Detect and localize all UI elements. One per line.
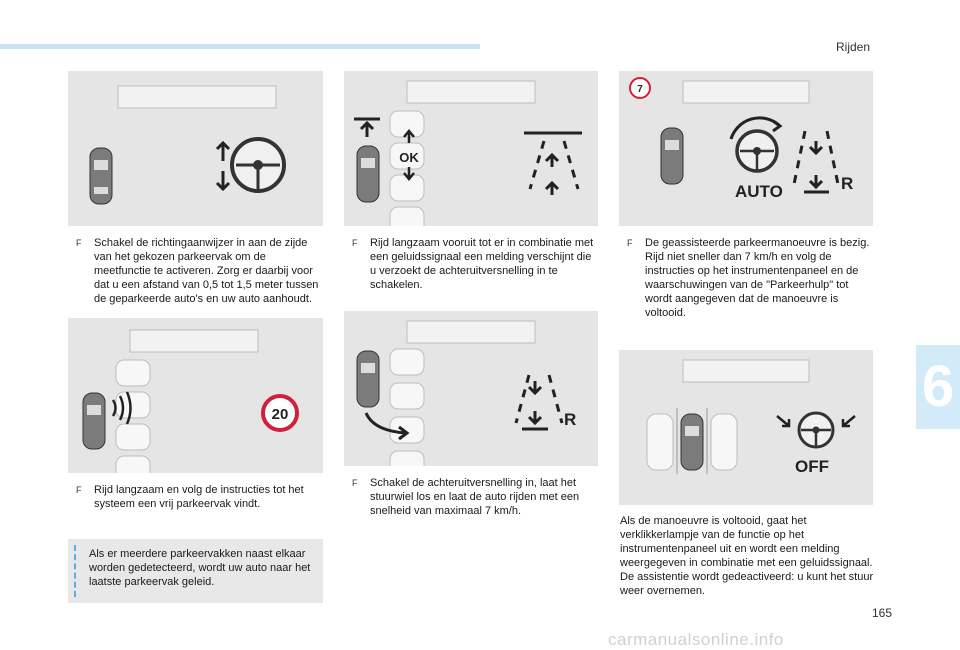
car-icon (357, 351, 379, 407)
bullet-icon: F (352, 238, 358, 248)
step-1-text: Schakel de richtingaanwijzer in aan de zijde van het gekozen parkeervak om de meetfunctie te activeren. Zorg er daarbij voor dat u een afstand van 0,5 tot 1,5 meter tussen de geparkeerde auto's en uw auto aanhoudt. (94, 237, 319, 305)
speed-limit-sign-icon (263, 396, 297, 430)
bullet-icon: F (627, 238, 633, 248)
car-icon (681, 414, 703, 470)
reverse-guide-lines-icon (516, 375, 562, 429)
ok-label: OK (399, 150, 419, 165)
step-4-text: Schakel de achteruitversnelling in, laat het stuurwiel los en laat de auto rijden met een snelheid van maximaal 7 km/h. (370, 477, 580, 517)
auto-label: AUTO (735, 182, 783, 201)
callout-number: 7 (637, 84, 643, 95)
step-5-text: De geassisteerde parkeermanoeuvre is bezig. (645, 237, 870, 249)
page-number: 165 (872, 606, 893, 620)
steering-wheel-icon (799, 413, 833, 447)
illustration-maneuver-complete (619, 350, 873, 505)
parking-guide-lines-icon (524, 133, 582, 195)
illustration-assisted-maneuver (619, 71, 873, 226)
car-icon (661, 128, 683, 184)
bullet-icon: F (76, 485, 82, 495)
note-marker (74, 545, 76, 597)
note-text: Als er meerdere parkeervakken naast elkaar worden gedetecteerd, wordt uw auto naar het laatste parkeervak geleid. (89, 548, 311, 588)
final-text-p1: Als de manoeuvre is voltooid, gaat het verklikkerlampje van de functie op het instrumentenpaneel uit en wordt een melding weergegeven in combinatie met een geluidssignaal. (620, 515, 873, 569)
car-icon (357, 146, 379, 202)
header-accent-bar (0, 44, 480, 49)
reverse-gear-label: R (564, 410, 577, 429)
ok-indicator (399, 131, 419, 179)
watermark: carmanualsonline.info (608, 630, 784, 649)
car-icon (90, 148, 112, 204)
turn-signal-arrows-icon (217, 143, 229, 189)
step-3-text: Rijd langzaam vooruit tot er in combinatie met een geluidssignaal een melding verschijnt die u verzoekt de achteruitversnelling in te schakelen. (370, 237, 594, 291)
illustration-turn-signal (68, 71, 323, 226)
step-4 (352, 476, 598, 518)
illustration-drive-forward (344, 71, 598, 226)
illustration-reverse-gear (344, 311, 598, 466)
note-box (68, 539, 323, 603)
final-text-p2: De assistentie wordt gedeactiveerd: u kunt het stuur weer overnemen. (620, 571, 874, 597)
step-3 (352, 236, 598, 292)
step-1 (76, 236, 324, 306)
section-title: Rijden (836, 40, 871, 54)
car-icon (83, 393, 105, 449)
speed-limit-value: 20 (271, 406, 289, 423)
final-text (620, 514, 874, 598)
forward-arrow-icon (354, 119, 380, 137)
chapter-number: 6 (922, 354, 955, 419)
illustration-drive-slowly (68, 318, 323, 473)
off-label: OFF (795, 457, 829, 476)
step-5-detail: Rijd niet sneller dan 7 km/h en volg de instructies op het instrumentenpaneel en de waarschuwingen van de "Parkeerhulp" tot wordt aangegeven dat de manoeuvre is voltooid. (645, 251, 859, 319)
step-2 (76, 483, 324, 511)
callout-badge (630, 78, 650, 98)
reverse-guide-lines-icon (793, 131, 839, 192)
step-5 (627, 236, 873, 320)
step-2-text: Rijd langzaam en volg de instructies tot het systeem een vrij parkeervak vindt. (94, 484, 304, 510)
steering-wheel-icon (731, 118, 780, 171)
bullet-icon: F (76, 238, 82, 248)
chapter-tab (916, 345, 960, 429)
bullet-icon: F (352, 478, 358, 488)
steering-wheel-icon (232, 139, 284, 191)
reverse-gear-label: R (841, 174, 854, 193)
